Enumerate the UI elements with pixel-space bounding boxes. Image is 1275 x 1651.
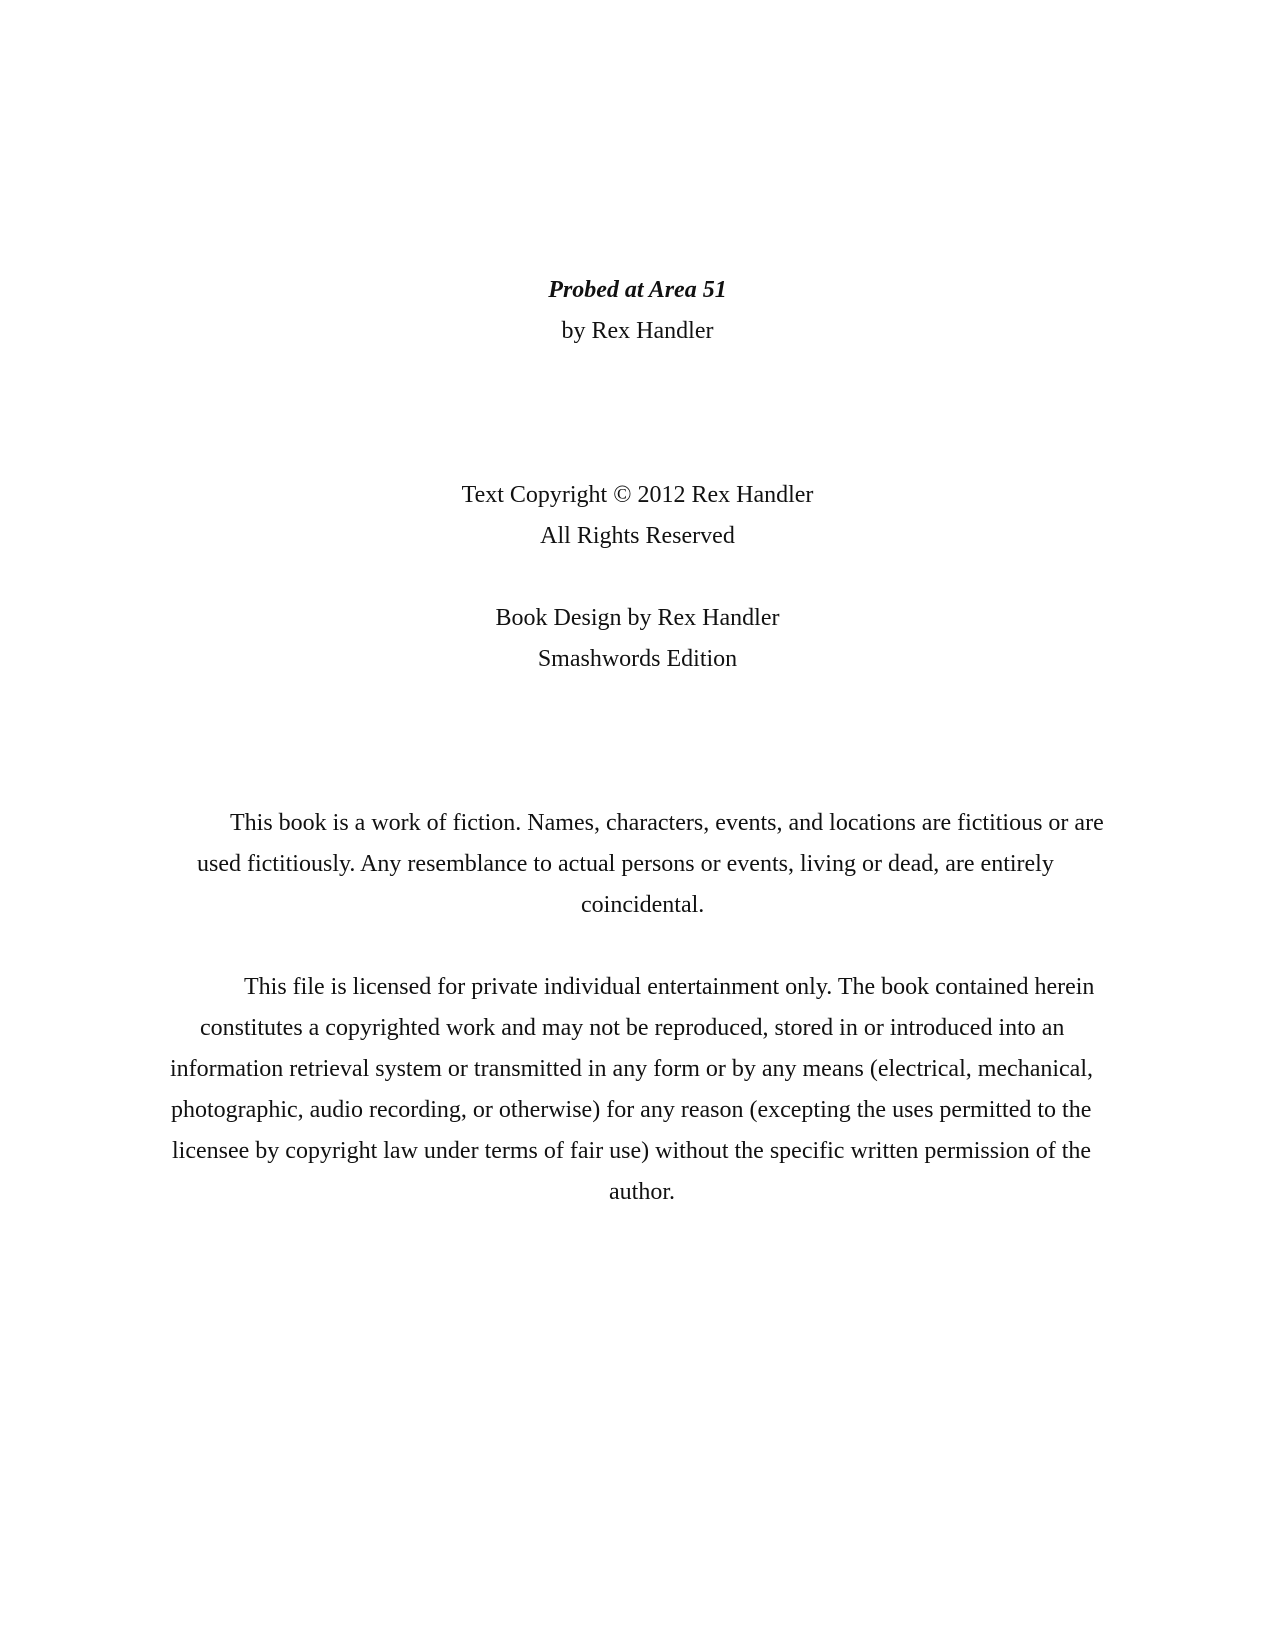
- fiction-notice-line: used fictitiously. Any resemblance to actual persons or events, living or dead, are entirely: [197, 851, 1054, 877]
- book-byline: by Rex Handler: [561, 318, 714, 344]
- license-notice-line: photographic, audio recording, or otherwise) for any reason (excepting the uses permitted to the: [171, 1097, 1092, 1123]
- license-notice-line: information retrieval system or transmitted in any form or by any means (electrical, mechanical,: [170, 1056, 1094, 1082]
- book-design-credit: Book Design by Rex Handler: [495, 605, 780, 631]
- license-notice-line: licensee by copyright law under terms of fair use) without the specific written permission of the: [172, 1138, 1092, 1164]
- license-notice-line: author.: [609, 1179, 675, 1205]
- license-notice-line: This file is licensed for private individual entertainment only. The book contained herein: [244, 974, 1095, 1000]
- fiction-notice-line: coincidental.: [581, 892, 705, 918]
- edition-label: Smashwords Edition: [537, 646, 738, 672]
- book-title: Probed at Area 51: [548, 277, 727, 303]
- fiction-notice-line: This book is a work of fiction. Names, characters, events, and locations are fictitious or are: [230, 810, 1104, 836]
- license-notice-line: constitutes a copyrighted work and may not be reproduced, stored in or introduced into an: [200, 1015, 1065, 1041]
- rights-reserved: All Rights Reserved: [540, 523, 735, 549]
- copyright-notice: Text Copyright © 2012 Rex Handler: [461, 482, 814, 508]
